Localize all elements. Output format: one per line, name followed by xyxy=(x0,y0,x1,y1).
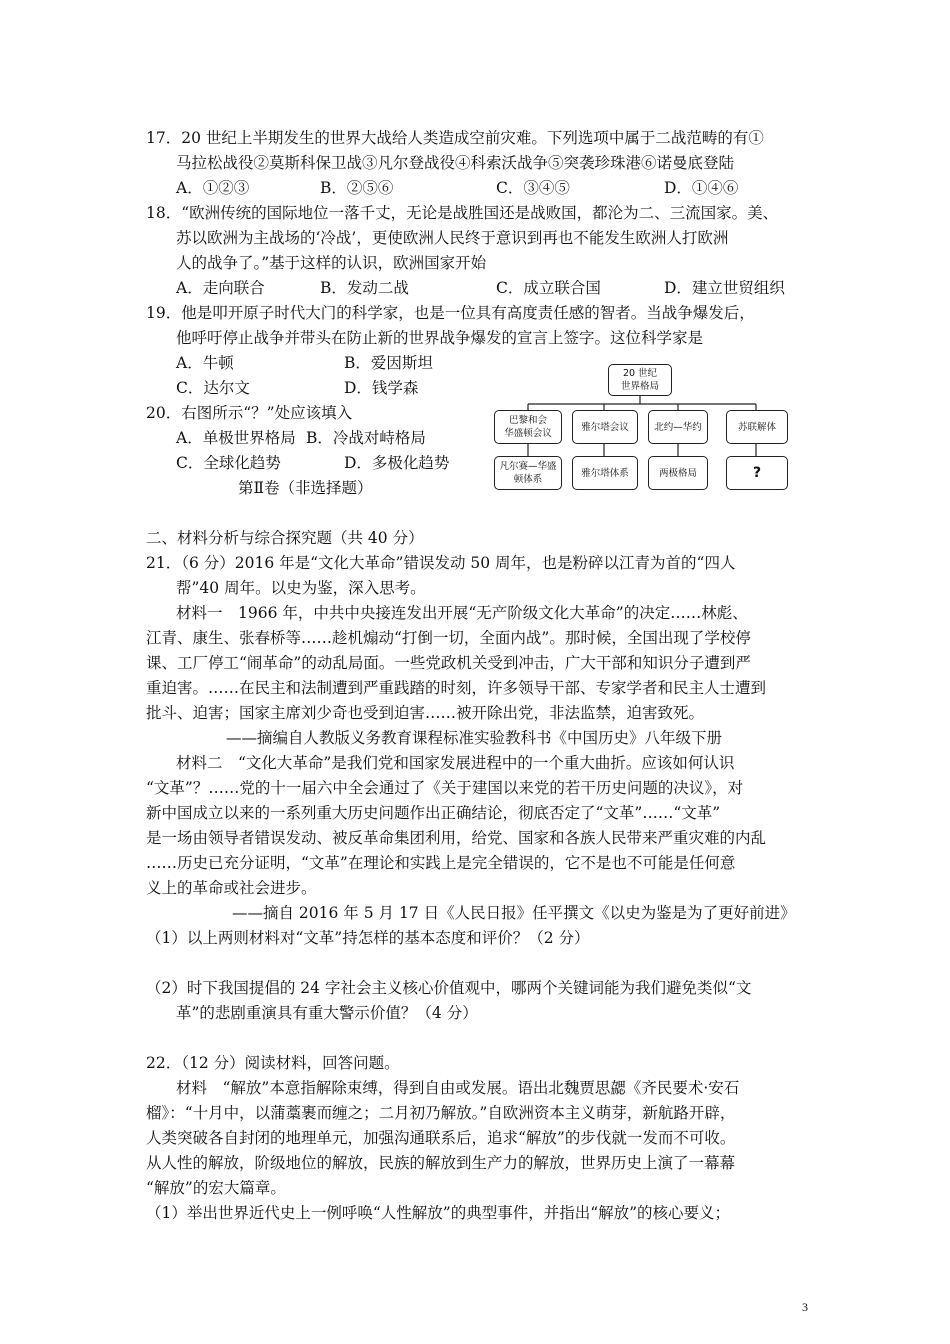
diagram-root-box xyxy=(608,364,672,396)
q19-option-d: D．钱学森 xyxy=(344,379,419,397)
q21-material2-source: ——摘自 2016 年 5 月 17 日《人民日报》任平撰文《以史为鉴是为了更好前进》 xyxy=(232,904,796,922)
q18-option-c: C．成立联合国 xyxy=(496,279,601,297)
diagram-system-1-line1: 凡尔赛—华盛 xyxy=(499,461,557,472)
q22-material-line-5: “解放”的宏大篇章。 xyxy=(146,1179,286,1197)
diagram-event-1-line2: 华盛顿会议 xyxy=(504,428,552,439)
q19-option-a: A．牛顿 xyxy=(176,354,234,372)
diagram-system-box-3 xyxy=(648,456,708,490)
q22-line-1: 22．（12 分）阅读材料，回答问题。 xyxy=(146,1054,400,1072)
q20-option-d: D．多极化趋势 xyxy=(344,454,450,472)
q20-option-b: B．冷战对峙格局 xyxy=(306,429,426,447)
q22-material-line-3: 人类突破各自封闭的地理单元，加强沟通联系后，追求“解放”的步伐就一发而不可收。 xyxy=(146,1129,736,1147)
q20-option-c: C．全球化趋势 xyxy=(176,454,281,472)
q19-option-c: C．达尔文 xyxy=(176,379,250,397)
q17-option-c: C．③④⑤ xyxy=(496,179,570,197)
q21-material2-line-4: 是一场由领导者错误发动、被反革命集团利用，给党、国家和各族人民带来严重灾难的内乱 xyxy=(146,829,767,847)
q21-material2-line-2: “文革”？……党的十一届六中全会通过了《关于建国以来党的若干历史问题的决议》，对 xyxy=(146,779,744,797)
page-number: 3 xyxy=(802,1300,808,1314)
q22-material-line-2: 榴》：“十月中，以蒲藁裹而缠之；二月初乃解放。”自欧洲资本主义萌芽，新航路开辟， xyxy=(146,1104,736,1122)
q20-options-row2 xyxy=(176,453,476,473)
q20-line1: 20．右图所示“？”处应该填入 xyxy=(146,404,353,422)
q21-material1-source: ——摘编自人教版义务教育课程标准实验教科书《中国历史》八年级下册 xyxy=(226,729,723,747)
q21-line-2: 帮”40 周年。以史为鉴，深入思考。 xyxy=(176,579,426,597)
q18-option-a: A．走向联合 xyxy=(176,279,265,297)
q17-line2: 马拉松战役②莫斯科保卫战③凡尔登战役④科索沃战争⑤突袭珍珠港⑥诺曼底登陆 xyxy=(176,154,735,172)
diagram-question-mark: ? xyxy=(752,464,762,481)
diagram-system-box-2 xyxy=(572,456,638,490)
diagram-event-box-3 xyxy=(648,410,708,444)
q19-options-row1 xyxy=(176,353,476,373)
q19-option-b: B．爱因斯坦 xyxy=(344,354,433,372)
q20-option-a: A．单极世界格局 xyxy=(176,429,296,447)
q21-material2-line-5: ……历史已充分证明，“文革”在理论和实践上是完全错误的，它不是也不可能是任何意 xyxy=(146,854,736,872)
volume-ii-title: 第Ⅱ卷（非选择题） xyxy=(238,479,373,497)
diagram-event-4-line1: 苏联解体 xyxy=(737,421,776,433)
q17-option-d: D．①④⑥ xyxy=(664,179,739,197)
q21-subquestion-2-line-2: 革”的悲剧重演具有重大警示价值？（4 分） xyxy=(176,1004,478,1022)
q20-options-row1 xyxy=(176,428,476,448)
q17-options xyxy=(176,178,776,198)
q19-options-row2 xyxy=(176,378,476,398)
section-two-title: 二、材料分析与综合探究题（共 40 分） xyxy=(146,529,424,547)
q21-material2-line-1: 材料二 “文化大革命”是我们党和国家发展进程中的一个重大曲折。应该如何认识 xyxy=(176,754,735,772)
q21-material1-line-2: 江青、康生、张春桥等……趁机煽动“打倒一切，全面内战”。那时候，全国出现了学校停 xyxy=(146,629,751,647)
diagram-event-1-line1: 巴黎和会 xyxy=(508,415,547,426)
q19-line2: 他呼吁停止战争并带头在防止新的世界战争爆发的宣言上签字。这位科学家是 xyxy=(176,329,704,347)
diagram-system-box-1 xyxy=(494,456,562,490)
q18-option-b: B．发动二战 xyxy=(320,279,409,297)
diagram-event-2-line1: 雅尔塔会议 xyxy=(581,421,629,433)
q21-material1-line-5: 批斗、迫害；国家主席刘少奇也受到迫害……被开除出党，非法监禁，迫害致死。 xyxy=(146,704,705,722)
q21-material1-line-3: 课、工厂停工“闹革命”的动乱局面。一些党政机关受到冲击，广大干部和知识分子遭到严 xyxy=(146,654,751,672)
diagram-root-line1: 20 世纪 xyxy=(622,368,658,379)
diagram-system-3-line1: 两极格局 xyxy=(658,467,697,479)
q21-subquestion-2-line-1: （2）时下我国提倡的 24 字社会主义核心价值观中，哪两个关键词能为我们避免类似“文 xyxy=(146,979,752,997)
q18-line2: 苏以欧洲为主战场的‘冷战’，更使欧洲人民终于意识到再也不能发生欧洲人打欧洲 xyxy=(176,229,729,247)
q21-material2-line-6: 义上的革命或社会进步。 xyxy=(146,879,317,897)
diagram-system-box-4 xyxy=(726,456,788,490)
q17-option-b: B．②⑤⑥ xyxy=(320,179,394,197)
diagram-event-3-line1: 北约—华约 xyxy=(654,421,702,433)
q18-options xyxy=(176,278,816,298)
diagram-event-box-1 xyxy=(494,410,562,444)
q22-material-line-4: 从人性的解放，阶级地位的解放，民族的解放到生产力的解放，世界历史上演了一幕幕 xyxy=(146,1154,736,1172)
q18-option-d: D．建立世贸组织 xyxy=(664,279,785,297)
q22-subquestion-1: （1）举出世界近代史上一例呼唤“人性解放”的典型事件，并指出“解放”的核心要义； xyxy=(146,1204,731,1222)
q21-material1-line-1: 材料一 1966 年，中共中央接连发出开展“无产阶级文化大革命”的决定……林彪、 xyxy=(176,604,748,622)
world-order-diagram xyxy=(490,362,800,492)
q19-line1: 19．他是叩开原子时代大门的科学家，也是一位具有高度责任感的智者。当战争爆发后， xyxy=(146,304,755,322)
diagram-system-1-line2: 顿体系 xyxy=(513,474,543,485)
q21-line-1: 21．（6 分）2016 年是“文化大革命”错误发动 50 周年，也是粉碎以江青为首的“四人 xyxy=(146,554,736,572)
diagram-event-box-2 xyxy=(572,410,638,444)
q17-line1: 17．20 世纪上半期发生的世界大战给人类造成空前灾难。下列选项中属于二战范畴的有① xyxy=(146,129,764,147)
q21-subquestion-1: （1）以上两则材料对“文革”持怎样的基本态度和评价？（2 分） xyxy=(146,929,590,947)
q21-material2-line-3: 新中国成立以来的一系列重大历史问题作出正确结论，彻底否定了“文革”……“文革” xyxy=(146,804,721,822)
diagram-system-2-line1: 雅尔塔体系 xyxy=(581,467,629,479)
diagram-root-line2: 世界格局 xyxy=(620,381,659,392)
q21-material1-line-4: 重迫害。……在民主和法制遭到严重践踏的时刻，许多领导干部、专家学者和民主人士遭到 xyxy=(146,679,767,697)
q17-option-a: A．①②③ xyxy=(176,179,250,197)
q18-line3: 人的战争了。”基于这样的认识，欧洲国家开始 xyxy=(176,254,487,272)
q18-line1: 18．“欧洲传统的国际地位一落千丈，无论是战胜国还是战败国，都沦为二、三流国家。美、 xyxy=(146,204,779,222)
q22-material-line-1: 材料 “解放”本意指解除束缚，得到自由或发展。语出北魏贾思勰《齐民要术·安石 xyxy=(176,1079,740,1097)
diagram-event-box-4 xyxy=(726,410,788,444)
